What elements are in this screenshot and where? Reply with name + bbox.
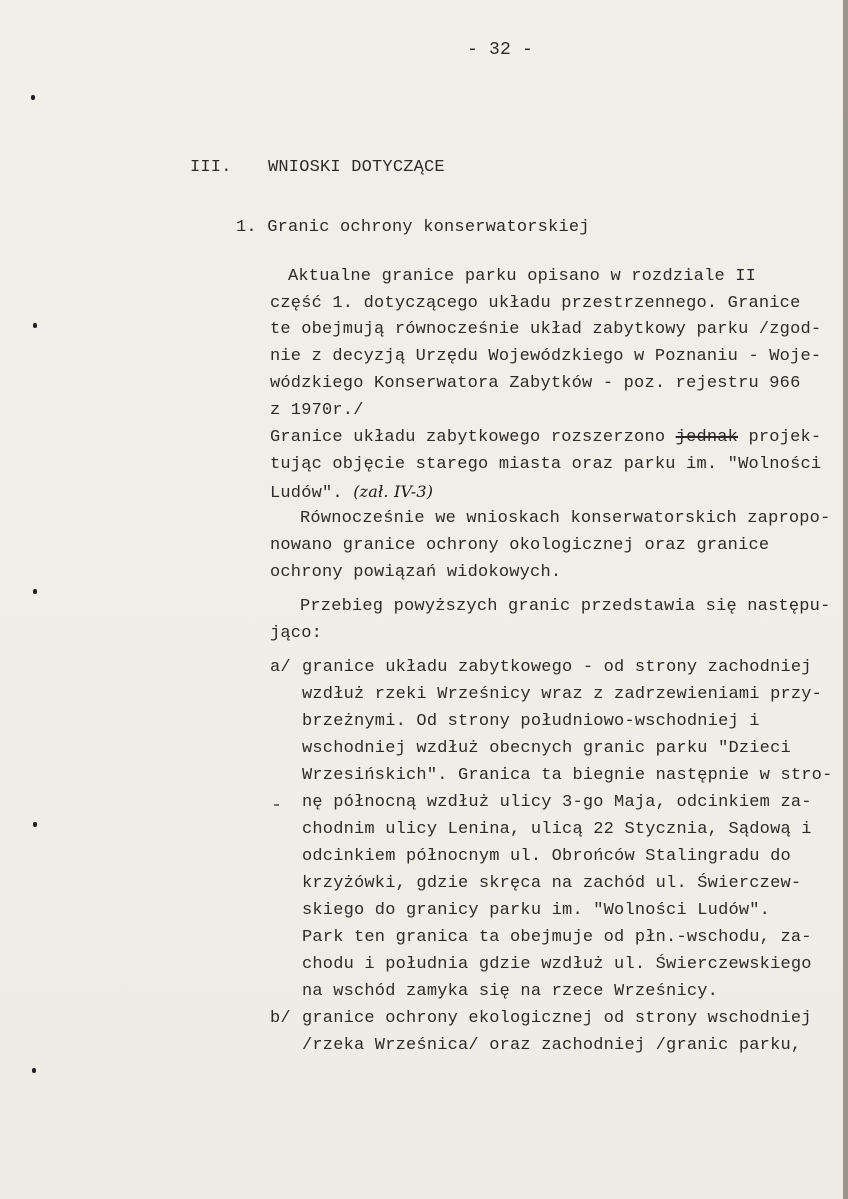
- paragraph-line: te obejmują równocześnie układ zabytkowy parku /zgod-: [270, 320, 822, 339]
- list-item-line: skiego do granicy parku im. "Wolności Ludów".: [302, 901, 771, 920]
- scan-page-edge: [843, 0, 848, 1199]
- list-item-line: Park ten granica ta obejmuje od płn.-wschodu, za-: [302, 928, 812, 947]
- list-item-line: granice układu zabytkowego - od strony zachodniej: [302, 658, 812, 677]
- section-title: WNIOSKI DOTYCZĄCE: [268, 158, 445, 177]
- list-item-line: Wrzesińskich". Granica ta biegnie następnie w stro-: [302, 766, 833, 785]
- scan-mark: [32, 1068, 36, 1073]
- paragraph-line: Równocześnie we wnioskach konserwatorskich zapropo-: [300, 509, 831, 528]
- paragraph-line: nie z decyzją Urzędu Wojewódzkiego w Poznaniu - Woje-: [270, 347, 822, 366]
- scan-smudge: [274, 804, 279, 806]
- paragraph-line: z 1970r./: [270, 401, 364, 420]
- list-item-line: granice ochrony ekologicznej od strony wschodniej: [302, 1009, 812, 1028]
- struck-word: jednak: [675, 428, 739, 447]
- paragraph-line: jąco:: [270, 624, 323, 643]
- paragraph-text: Granice układu zabytkowego rozszerzono: [270, 428, 676, 447]
- paragraph-line: Aktualne granice parku opisano w rozdziale II: [288, 267, 757, 286]
- paragraph-line: Przebieg powyższych granic przedstawia się następu-: [300, 597, 831, 616]
- paragraph-text: projek-: [738, 428, 822, 447]
- list-item-line: wzdłuż rzeki Wrześnicy wraz z zadrzewieniami przy-: [302, 685, 823, 704]
- paragraph-line: wódzkiego Konserwatora Zabytków - poz. rejestru 966: [270, 374, 801, 393]
- list-item-line: brzeżnymi. Od strony południowo-wschodniej i: [302, 712, 760, 731]
- list-item-label: a/: [270, 658, 291, 677]
- paragraph-line: nowano granice ochrony okologicznej oraz granice: [270, 536, 770, 555]
- section-numeral: III.: [190, 158, 232, 177]
- list-item-label: b/: [270, 1009, 291, 1028]
- paragraph-line: część 1. dotyczącego układu przestrzennego. Granice: [270, 294, 801, 313]
- subsection-title: 1. Granic ochrony konserwatorskiej: [236, 218, 590, 237]
- list-item-line: nę północną wzdłuż ulicy 3-go Maja, odcinkiem za-: [302, 793, 812, 812]
- scan-mark: [33, 822, 37, 827]
- handwritten-note: (zał. IV-3): [353, 482, 434, 501]
- paragraph-line-with-strike: [270, 428, 821, 448]
- page-number: - 32 -: [467, 40, 534, 60]
- list-item-line: na wschód zamyka się na rzece Wrześnicy.: [302, 982, 719, 1001]
- paragraph-line: ochrony powiązań widokowych.: [270, 563, 562, 582]
- paragraph-text: Ludów".: [270, 484, 343, 503]
- list-item-line: chodnim ulicy Lenina, ulicą 22 Stycznia, Sądową i: [302, 820, 812, 839]
- paragraph-line-with-note: [270, 482, 433, 504]
- list-item-line: odcinkiem północnym ul. Obrońców Stalingradu do: [302, 847, 791, 866]
- list-item-line: wschodniej wzdłuż obecnych granic parku "Dzieci: [302, 739, 791, 758]
- list-item-line: chodu i południa gdzie wzdłuż ul. Świerczewskiego: [302, 955, 812, 974]
- scan-mark: [33, 323, 37, 328]
- scan-mark: [33, 589, 37, 594]
- scan-mark: [31, 95, 35, 100]
- list-item-line: krzyżówki, gdzie skręca na zachód ul. Świerczew-: [302, 874, 802, 893]
- list-item-line: /rzeka Wrześnica/ oraz zachodniej /granic parku,: [302, 1036, 802, 1055]
- paragraph-line: tując objęcie starego miasta oraz parku im. "Wolności: [270, 455, 822, 474]
